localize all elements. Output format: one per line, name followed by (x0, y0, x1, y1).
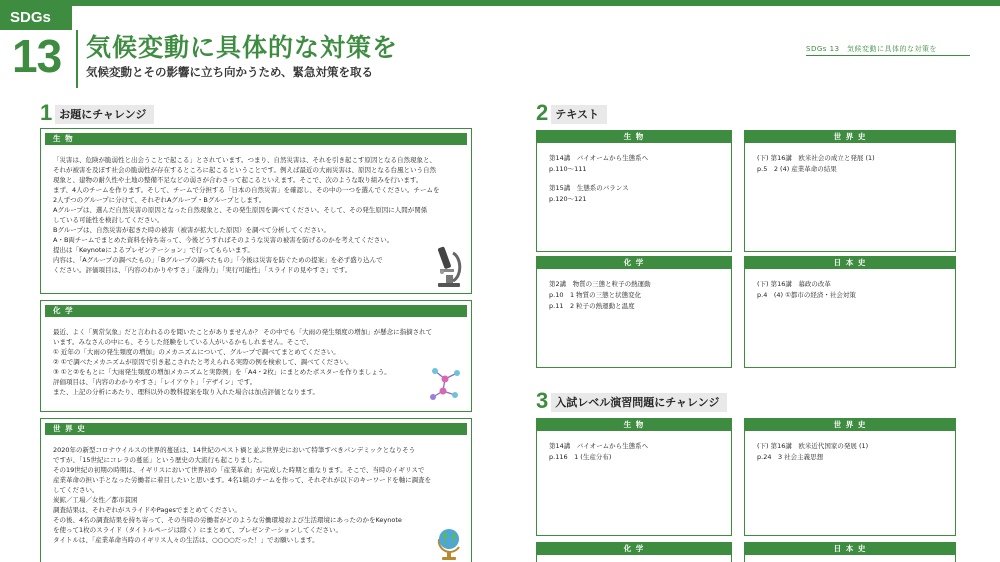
subject-label: 日 本 史 (745, 257, 955, 269)
subject-label: 生 物 (537, 419, 731, 431)
molecule-icon (427, 363, 467, 403)
text-line: その19世紀の初期の時期は、イギリスにおいて世界初の「産業革命」が完成した時期と重なります。そこで、当時のイギリスで (53, 466, 425, 474)
exercise-chemistry-box (536, 542, 732, 562)
page-reference: p.5 2 (4) 産業革命の結果 (757, 165, 837, 173)
text-line: それが被害を及ぼす社会の脆弱性が存在するところに起こるということです。例えば最近の大雨災害は、原因となる台風という自然 (53, 166, 436, 174)
running-head-rule (806, 55, 970, 56)
text-chemistry-box (536, 256, 732, 368)
globe-icon (433, 523, 465, 562)
page-subtitle: 気候変動とその影響に立ち向かうため、緊急対策を取る (86, 65, 374, 79)
text-biology-box (536, 130, 732, 252)
page-reference: p.116 1 (生産分布) (549, 453, 612, 461)
text-line: その後、4名の調査結果を持ち寄って、その当時の労働者がどのような労働環境および生活環境にあったのかをKeynote (53, 516, 402, 524)
text-line: Aグループは、選んだ自然災害の原因となった自然現象と、その発生原因を調べてください。そして、その発生原因に人間が関係 (53, 206, 428, 214)
page-reference: p.11 2 粒子の熱運動と温度 (549, 302, 635, 310)
subject-label: 化 学 (45, 305, 467, 317)
exercise-world-history-box (744, 418, 956, 536)
subject-label: 化 学 (537, 257, 731, 269)
subject-label: 化 学 (537, 543, 731, 555)
chapter-title: (下) 第16講 幕政の改革 (757, 280, 831, 288)
group-spacer (549, 175, 721, 183)
header-divider (76, 30, 78, 88)
text-line: してください。 (53, 486, 99, 494)
challenge-biology-box (40, 128, 472, 294)
text-line: Bグループは、自然災害が起きた時の被害（被害が拡大した原因）を調べて分析してください。 (53, 226, 330, 234)
section-3-heading (536, 390, 727, 412)
text-line: 2020年の新型コロナウイルスの世界的蔓延は、14世紀のペスト禍と並ぶ世界史において特筆すべきパンデミックとなりそう (53, 446, 416, 454)
section-label: お題にチャレンジ (55, 105, 154, 124)
text-line: 内容は、「Aグループの調べたもの」「Bグループの調べたもの」「今後は災害を防ぐための提案」を必ず盛り込んで (53, 256, 383, 264)
text-line: ください。評価項目は、「内容のわかりやすさ」「説得力」「実行可能性」「スライドの見やすさ」です。 (53, 266, 352, 274)
chapter-title: 第14講 バイオームから生態系へ (549, 154, 649, 162)
text-line: している可能性を検討してください。 (53, 216, 164, 224)
section-label: 入試レベル演習問題にチャレンジ (551, 393, 727, 412)
text-references (745, 269, 955, 301)
text-references (537, 143, 731, 205)
sdgs-tag: SDGs (0, 6, 72, 30)
challenge-world-history-box (40, 418, 472, 562)
text-line: 産業革命の担い手となった労働者に着目したいと思います。4名1組のチームを作って、それぞれが以下のキーワードを軸に調査を (53, 476, 432, 484)
text-japanese-history-box (744, 256, 956, 368)
text-line: まず、4人のチームを作ります。そして、チームで分担する「日本の自然災害」を確認し、その中の一つを選んでください。チームを (53, 186, 440, 194)
exercise-biology-box (536, 418, 732, 536)
subject-label: 世 界 史 (745, 419, 955, 431)
section-number: 1 (40, 100, 53, 125)
chapter-title: 第2講 物質の三態と粒子の熱運動 (549, 280, 651, 288)
text-references (537, 269, 731, 312)
section-2-heading (536, 102, 607, 124)
text-line: 最近、よく「異常気象」だと言われるのを聞いたことがありませんか？ その中でも「大雨の発生頻度の増加」が懸念に指摘されて (53, 328, 433, 336)
section-number: 3 (536, 388, 549, 413)
chapter-title: (下) 第16講 欧米近代国家の発展 (1) (757, 442, 869, 450)
page-reference: p.4 (4) ①都市の経済・社会対策 (757, 291, 856, 299)
subject-label: 世 界 史 (745, 131, 955, 143)
page-reference: p.120〜121 (549, 195, 587, 203)
text-line: 提出は「Keynoteによるプレゼンテーション」で行ってもらいます。 (53, 246, 254, 254)
exercise-references (537, 431, 731, 463)
text-line: を使って1枚のスライド（タイトルページは除く）にまとめて、プレゼンテーションしてください。 (53, 526, 343, 534)
page-title: 気候変動に具体的な対策を (86, 33, 399, 62)
text-line: ① 近年の「大雨の発生頻度の増加」のメカニズムについて、グループで調べてまとめてください。 (53, 348, 340, 356)
section-label: テキスト (551, 105, 607, 124)
subject-label: 日 本 史 (745, 543, 955, 555)
section-1-heading (40, 102, 154, 124)
page-reference: p.110〜111 (549, 165, 587, 173)
chapter-title: 第14講 バイオームから生態系へ (549, 442, 649, 450)
microscope-icon (433, 241, 463, 289)
text-line: 「災害は、危険が脆弱性と出会うことで起こる」とされています。つまり、自然災害は、それを引き起こす原因となる自然現象と、 (53, 156, 436, 164)
subject-label: 世 界 史 (45, 423, 467, 435)
text-world-history-box (744, 130, 956, 252)
challenge-text (41, 317, 471, 397)
text-references (745, 143, 955, 175)
text-line: タイトルは、「産業革命当時のイギリス人々の生活は、○○○○だった！」でお願いします。 (53, 536, 319, 544)
text-line: 2人ずつのグループに分けて、それぞれAグループ・Bグループとします。 (53, 196, 266, 204)
section-number: 2 (536, 100, 549, 125)
text-line: います。みなさんの中にも、そうした経験をしている人がいるかもしれません。そこで、 (53, 338, 313, 346)
exercise-references (745, 431, 955, 463)
chapter-title: 第15講 生態系のバランス (549, 184, 629, 192)
challenge-chemistry-box (40, 300, 472, 412)
text-line: 評価項目は、「内容のわかりやすさ」「レイアウト」「デザイン」です。 (53, 378, 257, 386)
text-line: また、上記の分析にあたり、理科以外の教科提案を取り入れた場合は加点評価となります。 (53, 388, 319, 396)
text-line: ですが、「15世紀にコレラの蔓延」という歴史の大流行も起こりました。 (53, 456, 267, 464)
running-head: SDGs 13 気候変動に具体的な対策を (806, 45, 938, 53)
text-line: 調査結果は、それぞれがスライドやPagesでまとめてください。 (53, 506, 241, 514)
text-line: A・B両チームでまとめた資料を持ち寄って、今後どうすればそのような災害の被害を防げるのかを考えてください。 (53, 236, 394, 244)
subject-label: 生 物 (537, 131, 731, 143)
challenge-text (41, 145, 471, 275)
subject-label: 生 物 (45, 133, 467, 145)
chapter-title: (下) 第16講 欧米社会の成立と発展 (1) (757, 154, 875, 162)
text-line: ② ①で調べたメカニズムが原因で引き起こされたと考えられる実際の例を検索して、調べてください。 (53, 358, 353, 366)
page-reference: p.24 3 社会主義思想 (757, 453, 824, 461)
page-reference: p.10 1 物質の三態と状態変化 (549, 291, 642, 299)
exercise-japanese-history-box (744, 542, 956, 562)
text-line: 現象と、建物の耐久性や土地の整備不足などの弱さが合わさって起こるといえます。そこで、次のような取り組みを行います。 (53, 176, 423, 184)
text-line: 炭鉱／工場／女性／都市貧困 (53, 496, 138, 504)
goal-number: 13 (12, 30, 62, 82)
top-accent-bar (0, 0, 1000, 6)
challenge-text (41, 435, 471, 545)
text-line: ③ ①と②をもとに「大雨発生頻度の増加メカニズムと実際例」を「A4・2枚」にまとめたポスターを作りましょう。 (53, 368, 391, 376)
